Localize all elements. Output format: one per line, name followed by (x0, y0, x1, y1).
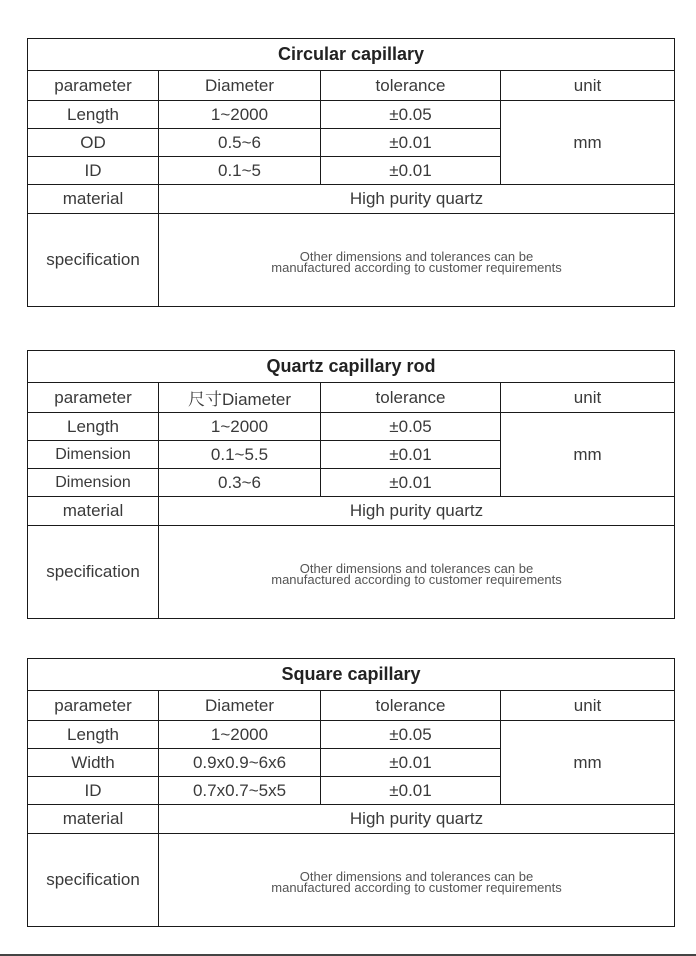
row-diameter: 0.5~6 (159, 129, 321, 157)
spec-line-1: Other dimensions and tolerances can be (299, 561, 534, 576)
specification-label: specification (28, 834, 159, 927)
material-value: High purity quartz (159, 185, 675, 214)
header-unit: unit (501, 71, 675, 101)
header-unit: unit (501, 691, 675, 721)
unit-value: mm (501, 721, 675, 805)
material-row (28, 497, 675, 526)
specification-note (159, 834, 675, 927)
specification-row (28, 526, 675, 619)
row-diameter: 0.9x0.9~6x6 (159, 749, 321, 777)
row-diameter: 1~2000 (159, 721, 321, 749)
header-tolerance: tolerance (321, 71, 501, 101)
header-diameter: Diameter (159, 691, 321, 721)
specification-row (28, 834, 675, 927)
material-value: High purity quartz (159, 497, 675, 526)
table-title: Quartz capillary rod (28, 351, 675, 383)
spec-line-1: Other dimensions and tolerances can be (299, 869, 534, 884)
row-parameter: Dimension (28, 441, 159, 469)
row-parameter: Length (28, 101, 159, 129)
specification-note (159, 214, 675, 307)
header-parameter: parameter (28, 383, 159, 413)
row-tolerance: ±0.01 (321, 777, 501, 805)
material-label: material (28, 185, 159, 214)
circular-capillary-table (27, 38, 675, 307)
row-tolerance: ±0.01 (321, 749, 501, 777)
header-tolerance: tolerance (321, 691, 501, 721)
row-tolerance: ±0.05 (321, 413, 501, 441)
row-parameter: Dimension (28, 469, 159, 497)
header-tolerance: tolerance (321, 383, 501, 413)
unit-value: mm (501, 101, 675, 185)
table-title: Circular capillary (28, 39, 675, 71)
spec-line-2: manufactured according to customer requirements (271, 880, 562, 895)
material-row (28, 185, 675, 214)
row-parameter: Length (28, 721, 159, 749)
row-parameter: ID (28, 777, 159, 805)
table-row (28, 413, 675, 441)
table-row (28, 721, 675, 749)
header-unit: unit (501, 383, 675, 413)
row-tolerance: ±0.05 (321, 101, 501, 129)
unit-value: mm (501, 413, 675, 497)
quartz-capillary-rod-table (27, 350, 675, 619)
row-diameter: 0.1~5 (159, 157, 321, 185)
row-parameter: Width (28, 749, 159, 777)
row-diameter: 0.1~5.5 (159, 441, 321, 469)
square-capillary-table (27, 658, 675, 927)
spec-line-2: manufactured according to customer requirements (271, 260, 562, 275)
row-diameter: 1~2000 (159, 413, 321, 441)
table-row (28, 101, 675, 129)
row-tolerance: ±0.05 (321, 721, 501, 749)
row-tolerance: ±0.01 (321, 469, 501, 497)
spec-line-1: Other dimensions and tolerances can be (299, 249, 534, 264)
header-row (28, 383, 675, 413)
row-diameter: 1~2000 (159, 101, 321, 129)
header-diameter: 尺寸Diameter (159, 383, 321, 413)
row-tolerance: ±0.01 (321, 441, 501, 469)
material-label: material (28, 497, 159, 526)
row-diameter: 0.7x0.7~5x5 (159, 777, 321, 805)
row-tolerance: ±0.01 (321, 129, 501, 157)
row-tolerance: ±0.01 (321, 157, 501, 185)
row-diameter: 0.3~6 (159, 469, 321, 497)
material-row (28, 805, 675, 834)
header-parameter: parameter (28, 691, 159, 721)
header-row (28, 691, 675, 721)
row-parameter: Length (28, 413, 159, 441)
header-diameter: Diameter (159, 71, 321, 101)
header-parameter: parameter (28, 71, 159, 101)
spec-line-2: manufactured according to customer requirements (271, 572, 562, 587)
row-parameter: ID (28, 157, 159, 185)
material-value: High purity quartz (159, 805, 675, 834)
specification-label: specification (28, 526, 159, 619)
row-parameter: OD (28, 129, 159, 157)
material-label: material (28, 805, 159, 834)
header-row (28, 71, 675, 101)
specification-row (28, 214, 675, 307)
table-title: Square capillary (28, 659, 675, 691)
specification-note (159, 526, 675, 619)
specification-label: specification (28, 214, 159, 307)
